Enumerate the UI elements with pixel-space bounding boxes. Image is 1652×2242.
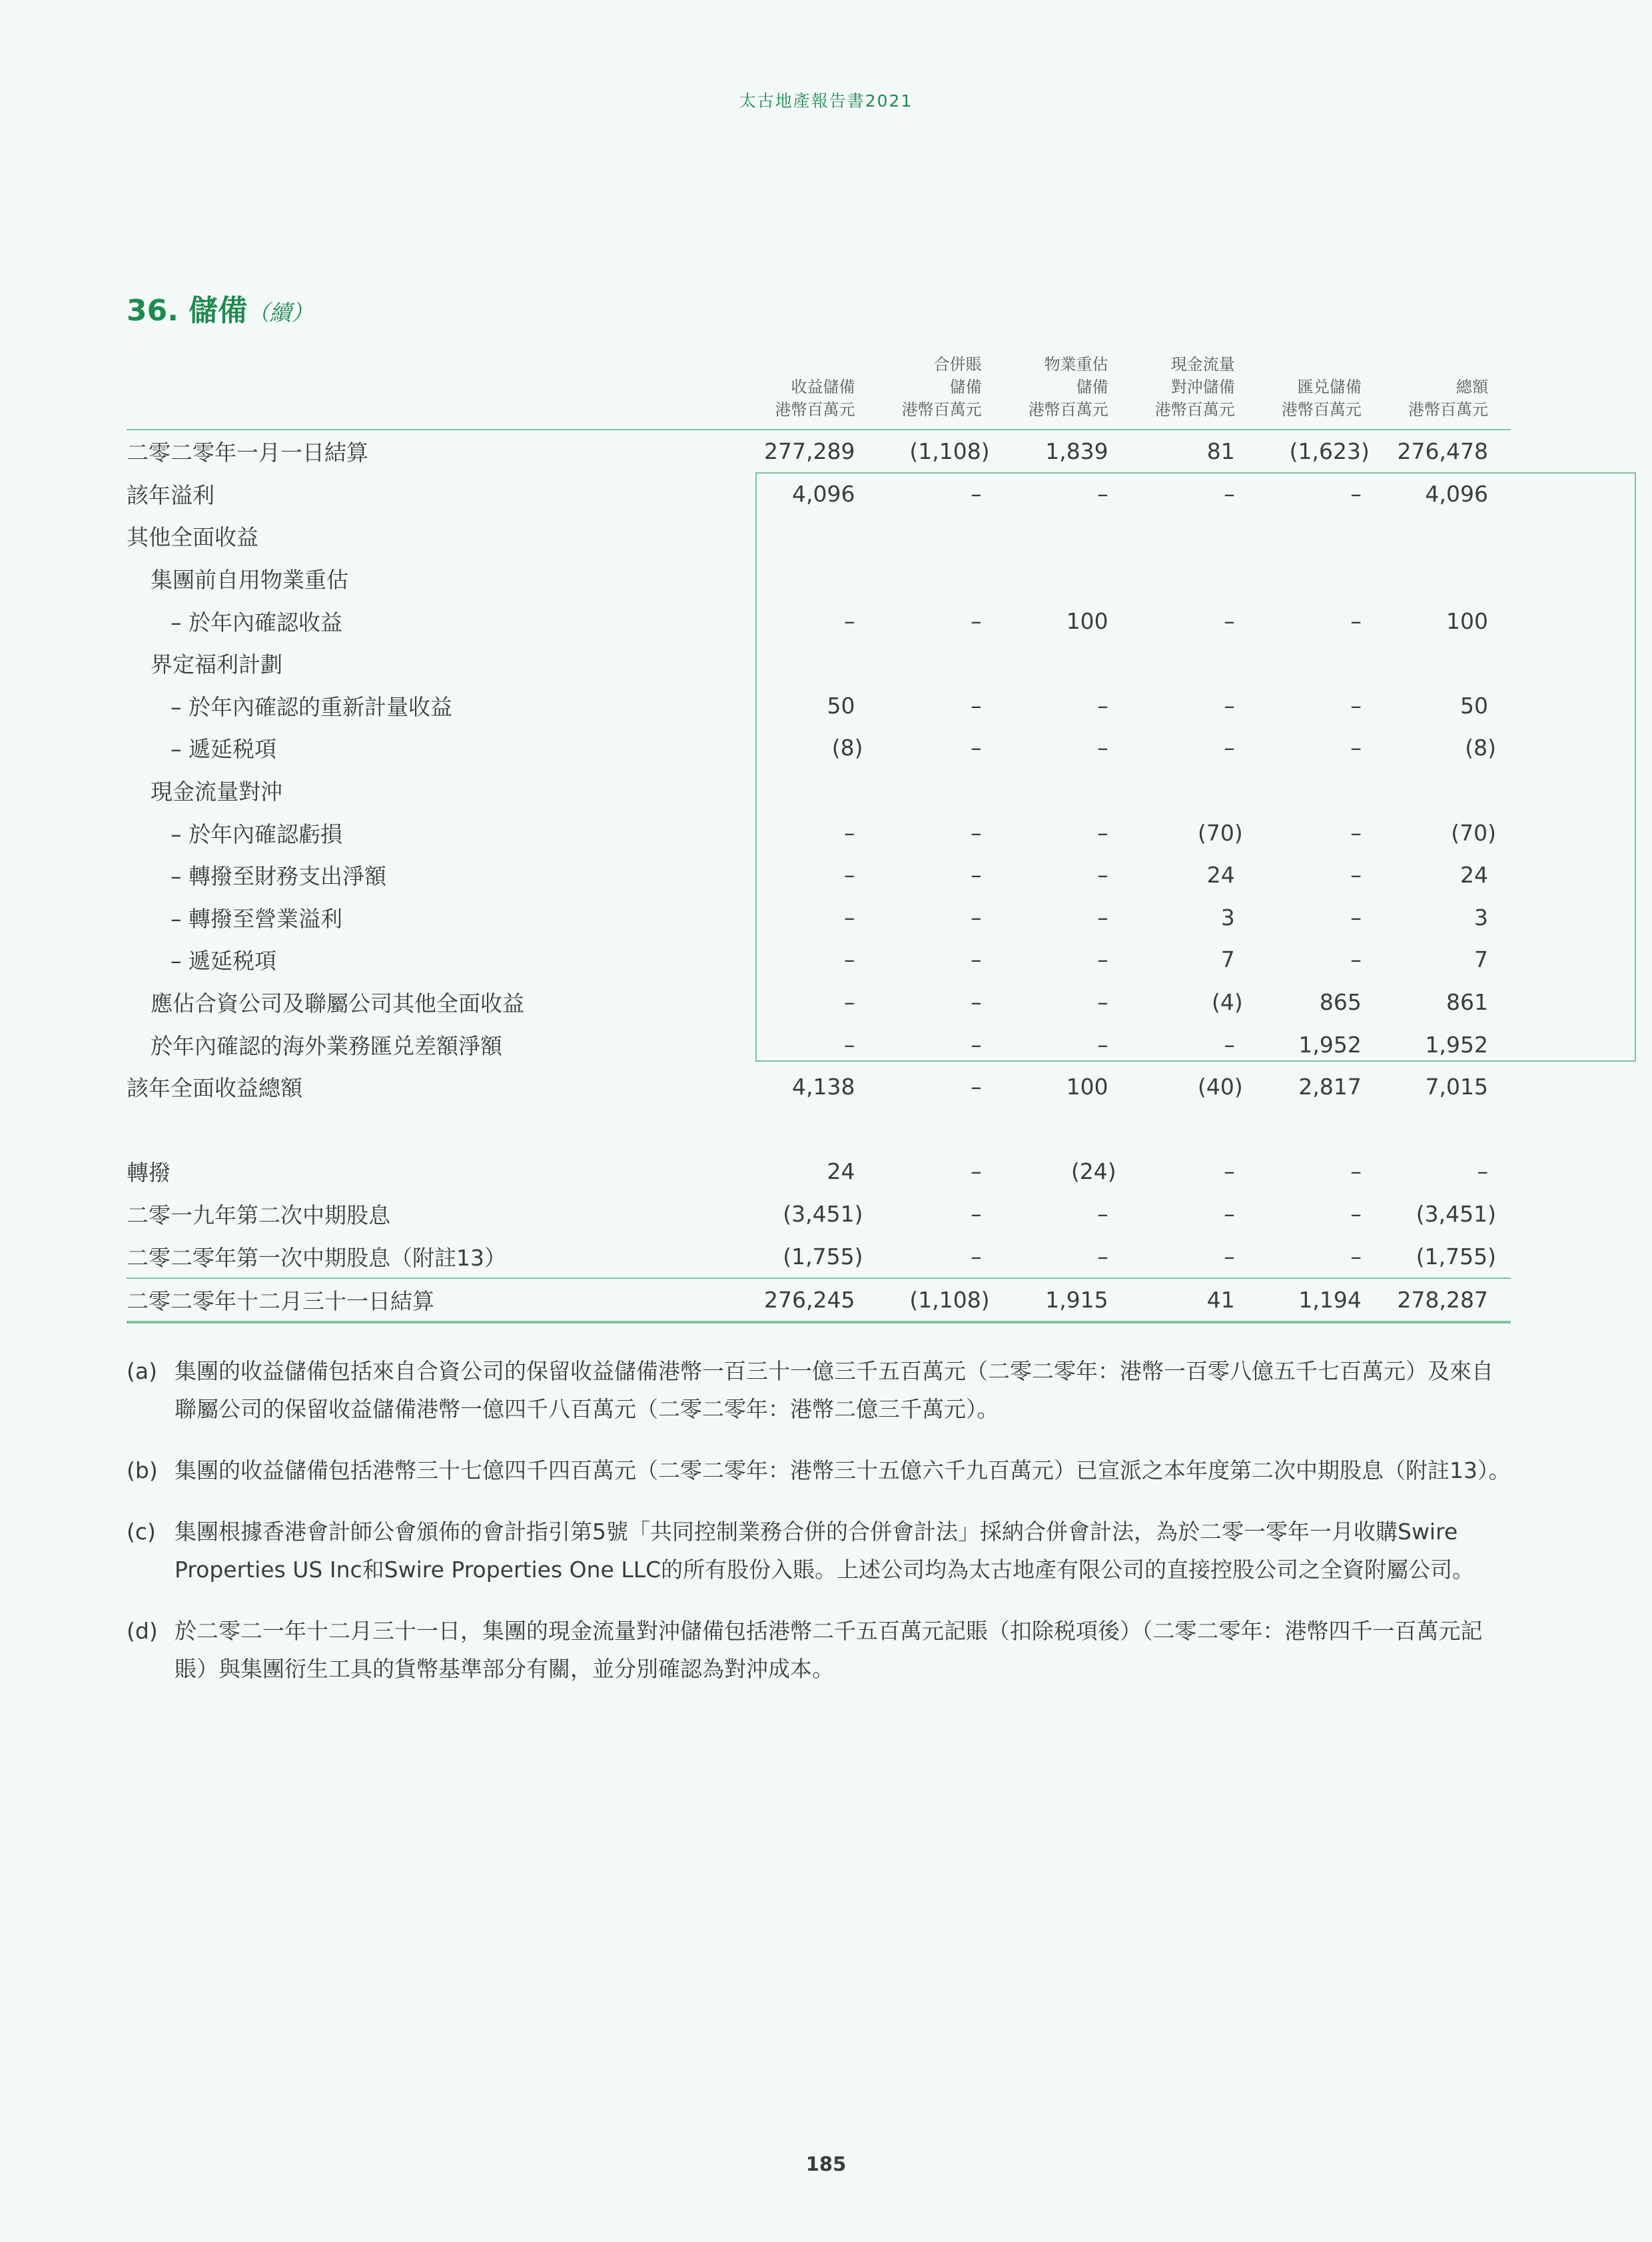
cell-value: – — [844, 819, 855, 846]
table-row — [127, 1193, 1511, 1236]
table-row — [127, 1278, 1511, 1323]
row-label: 二零二零年一月一日結算 — [127, 440, 368, 466]
cell-value — [1258, 769, 1384, 812]
cell-value — [1258, 515, 1384, 558]
row-label: 轉撥 — [127, 1160, 171, 1186]
cell-value: (8) — [1465, 735, 1496, 761]
cell-value: (40) — [1198, 1074, 1243, 1100]
row-label: 二零二零年十二月三十一日結算 — [127, 1278, 751, 1323]
note-a — [127, 1352, 1511, 1428]
cell-value — [1384, 642, 1511, 685]
cell-value: 1,952 — [1425, 1031, 1488, 1058]
cell-value: – — [844, 946, 855, 973]
row-label: 該年全面收益總額 — [127, 1075, 302, 1102]
cell-value: – — [844, 862, 855, 889]
cell-value: (3,451) — [1416, 1200, 1496, 1227]
table-row — [127, 1066, 1511, 1108]
cell-value: – — [1224, 1031, 1235, 1058]
cell-value: – — [971, 1031, 982, 1058]
column-header: 收益儲備 港幣百萬元 — [751, 353, 877, 430]
column-header: 匯兑儲備 港幣百萬元 — [1258, 353, 1384, 430]
table-row — [127, 1023, 1511, 1066]
cell-value: – — [971, 1158, 982, 1185]
note-text: 集團的收益儲備包括港幣三十七億四千四百萬元（二零二零年：港幣三十五億六千九百萬元）已宣派之本年度第二次中期股息（附註13）。 — [175, 1457, 1511, 1483]
cell-value: 100 — [1066, 607, 1108, 634]
row-label: 其他全面收益 — [127, 524, 258, 551]
cell-value: 861 — [1446, 989, 1488, 1016]
note-d — [127, 1612, 1511, 1688]
cell-value: – — [971, 692, 982, 719]
cell-value: (1,623) — [1289, 438, 1370, 465]
cell-value — [878, 642, 1005, 685]
cell-value: – — [1224, 692, 1235, 719]
row-label: – 遞延税項 — [171, 948, 276, 974]
cell-value: (70) — [1198, 819, 1243, 846]
cell-value — [751, 769, 877, 812]
cell-value: 24 — [1206, 862, 1235, 889]
cell-value: 7 — [1220, 946, 1235, 973]
cell-value — [878, 515, 1005, 558]
cell-value: – — [971, 1243, 982, 1270]
section-continued: （續） — [247, 300, 314, 326]
cell-value: 3 — [1220, 904, 1235, 931]
row-label: 界定福利計劃 — [151, 651, 282, 678]
cell-value — [1005, 642, 1131, 685]
cell-value: 276,245 — [751, 1278, 877, 1323]
column-header: 物業重估 儲備 港幣百萬元 — [1005, 353, 1131, 430]
cell-value: – — [844, 989, 855, 1016]
cell-value: – — [1350, 480, 1362, 507]
cell-value: – — [844, 904, 855, 931]
note-c — [127, 1513, 1511, 1589]
cell-value: – — [1224, 1158, 1235, 1185]
cell-value: 100 — [1446, 607, 1488, 634]
cell-value: (3,451) — [783, 1200, 863, 1227]
cell-value: (1,108) — [878, 1278, 1005, 1323]
cell-value: – — [1350, 735, 1362, 761]
cell-value — [1005, 515, 1131, 558]
table-row — [127, 769, 1511, 812]
cell-value: 3 — [1474, 904, 1488, 931]
row-label: 二零二零年第一次中期股息（附註13） — [127, 1244, 506, 1271]
cell-value — [751, 558, 877, 600]
cell-value: 4,138 — [792, 1074, 855, 1100]
cell-value — [1131, 642, 1258, 685]
cell-value: – — [971, 989, 982, 1016]
table-row — [127, 981, 1511, 1024]
cell-value — [1131, 558, 1258, 600]
cell-value: 41 — [1131, 1278, 1258, 1323]
cell-value — [878, 769, 1005, 812]
table-row — [127, 727, 1511, 769]
cell-value: – — [1224, 607, 1235, 634]
column-header: 現金流量 對沖儲備 港幣百萬元 — [1131, 353, 1258, 430]
note-b — [127, 1451, 1511, 1489]
cell-value: 24 — [827, 1158, 855, 1185]
row-label: 應佔合資公司及聯屬公司其他全面收益 — [151, 990, 524, 1017]
cell-value: (4) — [1212, 989, 1243, 1016]
cell-value: – — [1477, 1158, 1488, 1185]
cell-value: – — [1350, 1200, 1362, 1227]
row-label: – 於年內確認的重新計量收益 — [171, 693, 452, 720]
column-header: 合併賬 儲備 港幣百萬元 — [878, 353, 1005, 430]
table-row — [127, 897, 1511, 939]
cell-value: – — [1097, 1243, 1108, 1270]
cell-value: 81 — [1206, 438, 1235, 465]
reserves-table-wrap — [127, 353, 1511, 1323]
cell-value: – — [1350, 904, 1362, 931]
notes-section — [127, 1352, 1511, 1711]
table-row — [127, 599, 1511, 642]
note-text: 集團根據香港會計師公會頒佈的會計指引第5號「共同控制業務合併的合併會計法」採納合併會計法，為於二零一零年一月收購Swire Properties US Inc和Swire Properties One LLC的所有股份入賬。上述公司均為太古地產有限公司的直接控股公司之全資附屬公司。 — [175, 1519, 1475, 1583]
cell-value: 7,015 — [1425, 1074, 1488, 1100]
cell-value: 865 — [1319, 989, 1362, 1016]
cell-value — [1131, 515, 1258, 558]
note-text: 於二零二一年十二月三十一日，集團的現金流量對沖儲備包括港幣二千五百萬元記賬（扣除税項後）（二零二零年：港幣四千一百萬元記賬）與集團衍生工具的貨幣基準部分有關，並分別確認為對沖成本。 — [175, 1618, 1483, 1682]
cell-value: – — [1097, 989, 1108, 1016]
cell-value: 7 — [1474, 946, 1488, 973]
cell-value: – — [1224, 735, 1235, 761]
cell-value — [751, 642, 877, 685]
cell-value: – — [971, 946, 982, 973]
cell-value: 24 — [1460, 862, 1488, 889]
row-label: 二零一九年第二次中期股息 — [127, 1202, 390, 1228]
cell-value — [1384, 515, 1511, 558]
cell-value: 1,194 — [1258, 1278, 1384, 1323]
cell-value: (70) — [1451, 819, 1496, 846]
cell-value: – — [1097, 946, 1108, 973]
cell-value — [751, 515, 877, 558]
cell-value — [1005, 558, 1131, 600]
row-label: 於年內確認的海外業務匯兑差額淨額 — [151, 1032, 502, 1059]
cell-value: – — [971, 1200, 982, 1227]
cell-value: (8) — [831, 735, 863, 761]
table-row — [127, 1150, 1511, 1193]
cell-value: – — [1097, 735, 1108, 761]
table-row — [127, 515, 1511, 558]
table-row — [127, 473, 1511, 516]
row-label: 集團前自用物業重估 — [151, 567, 348, 593]
cell-value: – — [971, 819, 982, 846]
cell-value: (1,755) — [1416, 1243, 1496, 1270]
note-mark: (a) — [127, 1358, 157, 1384]
cell-value: 276,478 — [1397, 438, 1488, 465]
cell-value: – — [844, 607, 855, 634]
row-label: – 於年內確認收益 — [171, 609, 342, 635]
cell-value: 277,289 — [764, 438, 855, 465]
cell-value: (1,755) — [783, 1243, 863, 1270]
cell-value — [1384, 558, 1511, 600]
note-mark: (d) — [127, 1618, 158, 1644]
cell-value: – — [1350, 607, 1362, 634]
cell-value: – — [1350, 819, 1362, 846]
cell-value: – — [971, 862, 982, 889]
column-header: 總額 港幣百萬元 — [1384, 353, 1511, 430]
cell-value — [1258, 558, 1384, 600]
cell-value: 100 — [1066, 1074, 1108, 1100]
table-row — [127, 938, 1511, 981]
table-row — [127, 854, 1511, 897]
cell-value: (24) — [1070, 1158, 1116, 1185]
cell-value: – — [844, 1031, 855, 1058]
cell-value: 278,287 — [1384, 1278, 1511, 1323]
cell-value — [878, 558, 1005, 600]
table-row — [127, 558, 1511, 600]
row-label: 該年溢利 — [127, 482, 214, 508]
section-title — [127, 286, 313, 329]
cell-value: (1,108) — [909, 438, 990, 465]
header-label-cell — [127, 353, 751, 430]
cell-value — [1258, 642, 1384, 685]
cell-value: – — [1350, 862, 1362, 889]
cell-value: – — [1224, 1200, 1235, 1227]
cell-value — [1131, 769, 1258, 812]
running-header: 太古地產報告書2021 — [739, 91, 913, 111]
cell-value: 50 — [1460, 692, 1488, 719]
cell-value: 2,817 — [1298, 1074, 1362, 1100]
cell-value: – — [1350, 1243, 1362, 1270]
cell-value: 4,096 — [1425, 480, 1488, 507]
cell-value: – — [1097, 862, 1108, 889]
cell-value: 4,096 — [792, 480, 855, 507]
cell-value: – — [1097, 904, 1108, 931]
row-label: – 轉撥至財務支出淨額 — [171, 863, 386, 890]
row-label: 現金流量對沖 — [151, 779, 282, 805]
table-header-row — [127, 353, 1511, 430]
cell-value: – — [1350, 946, 1362, 973]
cell-value: 1,839 — [1045, 438, 1108, 465]
cell-value — [1005, 769, 1131, 812]
table-row — [127, 1235, 1511, 1278]
cell-value: – — [971, 735, 982, 761]
cell-value: – — [1350, 1158, 1362, 1185]
cell-value: – — [971, 904, 982, 931]
cell-value: 1,952 — [1298, 1031, 1362, 1058]
cell-value: 1,915 — [1005, 1278, 1131, 1323]
note-mark: (b) — [127, 1457, 158, 1483]
reserves-table — [127, 353, 1511, 1323]
spacer-row — [127, 1108, 1511, 1151]
cell-value: – — [1097, 692, 1108, 719]
table-row — [127, 685, 1511, 727]
table-row — [127, 811, 1511, 854]
cell-value: – — [971, 1074, 982, 1100]
row-label: – 於年內確認虧損 — [171, 821, 342, 847]
row-label: – 轉撥至營業溢利 — [171, 905, 342, 932]
note-text: 集團的收益儲備包括來自合資公司的保留收益儲備港幣一百三十一億三千五百萬元（二零二零年：港幣一百零八億五千七百萬元）及來自聯屬公司的保留收益儲備港幣一億四千八百萬元（二零二零年：港幣二億三千萬元）。 — [175, 1358, 1493, 1422]
table-row — [127, 642, 1511, 685]
cell-value: – — [971, 480, 982, 507]
cell-value: – — [1097, 480, 1108, 507]
cell-value: – — [1224, 480, 1235, 507]
cell-value: – — [1097, 1031, 1108, 1058]
cell-value: – — [971, 607, 982, 634]
note-mark: (c) — [127, 1519, 156, 1545]
page-number: 185 — [805, 2153, 847, 2175]
row-label: – 遞延税項 — [171, 736, 276, 763]
table-row — [127, 430, 1511, 473]
section-title-text: 36. 儲備 — [127, 294, 248, 328]
cell-value: 50 — [827, 692, 855, 719]
cell-value: – — [1350, 692, 1362, 719]
cell-value: – — [1097, 819, 1108, 846]
cell-value: – — [1224, 1243, 1235, 1270]
cell-value: – — [1097, 1200, 1108, 1227]
cell-value — [1384, 769, 1511, 812]
